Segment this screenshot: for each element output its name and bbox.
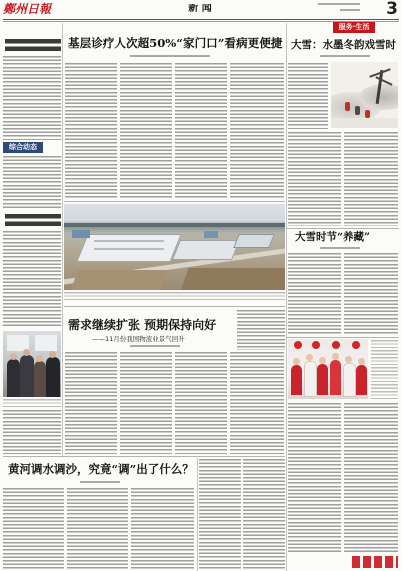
photo-person xyxy=(330,360,341,395)
page-number: 3 xyxy=(386,1,398,19)
masthead-rule xyxy=(3,19,399,20)
body-text-column xyxy=(3,410,61,454)
body-text-column xyxy=(65,63,117,199)
top-story-headline: 基层诊疗人次超50%“家门口”看病更便捷 xyxy=(68,36,283,50)
section-divider xyxy=(64,201,285,202)
logistics-byline xyxy=(130,345,180,347)
body-text-column xyxy=(175,352,227,454)
section-divider xyxy=(287,228,399,229)
body-text-column xyxy=(120,63,172,199)
body-text-column xyxy=(199,459,241,570)
photo-lantern xyxy=(294,341,302,349)
photo-face xyxy=(345,356,352,363)
body-text-column xyxy=(288,63,328,129)
body-text-column xyxy=(243,459,285,570)
photo-person xyxy=(343,363,356,397)
column-divider xyxy=(62,23,63,456)
photo-face xyxy=(36,355,43,362)
body-text-column xyxy=(3,156,61,210)
body-text-column xyxy=(237,310,285,350)
body-text-column xyxy=(288,132,341,226)
body-text-column xyxy=(175,63,227,199)
photo-face xyxy=(10,353,17,360)
photo-building xyxy=(204,231,218,238)
festive-people-photo xyxy=(288,339,368,399)
body-text-column xyxy=(131,488,194,570)
photo-caption xyxy=(3,399,61,407)
photo-face xyxy=(319,357,326,364)
photo-person xyxy=(46,357,60,397)
photo-lantern xyxy=(312,341,320,349)
photo-caption xyxy=(371,340,398,400)
photo-person xyxy=(356,365,367,395)
body-text-column xyxy=(120,352,172,454)
body-text-column xyxy=(230,63,284,199)
photo-person xyxy=(317,364,328,395)
column-tag: 综合动态 xyxy=(3,142,43,153)
photo-lantern xyxy=(352,341,360,349)
body-text-column xyxy=(3,488,64,570)
photo-building xyxy=(94,248,165,250)
top-story-byline xyxy=(130,55,210,57)
body-text-column xyxy=(65,352,117,454)
body-text-column xyxy=(344,132,398,226)
snow-byline xyxy=(320,55,370,57)
footer-red-mark xyxy=(352,556,398,568)
painting-figure xyxy=(345,102,350,111)
yellow-river-headline: 黄河调水调沙，究竟“调”出了什么？ xyxy=(8,462,194,476)
body-text-column xyxy=(67,488,128,570)
body-text-column xyxy=(3,231,61,328)
painting-snow-ground xyxy=(331,118,398,128)
left-headline-2 xyxy=(5,214,61,227)
photo-field xyxy=(179,268,285,290)
photo-person xyxy=(7,359,20,397)
logistics-subheadline: ——11月份我国物流业景气回升 xyxy=(92,335,185,343)
date-line xyxy=(318,3,360,5)
painting-figure xyxy=(355,106,360,115)
body-text-column xyxy=(344,403,398,553)
section-divider xyxy=(3,456,285,457)
photo-face xyxy=(358,358,365,365)
photo-person xyxy=(20,355,34,397)
photo-face xyxy=(293,358,300,365)
body-text-column xyxy=(230,352,284,454)
section-title: 新 闻 xyxy=(188,4,212,14)
left-headline-1 xyxy=(5,39,61,52)
photo-treeline xyxy=(64,223,285,227)
body-text-column xyxy=(288,403,341,553)
body-text-column xyxy=(3,56,61,140)
health-byline xyxy=(320,247,360,249)
body-text-column xyxy=(344,253,398,335)
photo-building xyxy=(94,240,165,242)
service-life-tag: 服务·生活 xyxy=(333,22,375,33)
snow-headline: 大雪：水墨冬韵戏雪时 xyxy=(291,39,396,51)
photo-field xyxy=(70,270,168,290)
photo-building xyxy=(72,230,90,238)
photo-person xyxy=(291,365,302,395)
column-divider xyxy=(197,458,198,571)
photo-person xyxy=(304,361,317,397)
photo-face xyxy=(306,354,313,361)
photo-window xyxy=(35,335,57,351)
photo-building xyxy=(172,240,240,260)
photo-face xyxy=(332,353,339,360)
health-headline: 大雪时节“养藏” xyxy=(295,231,371,243)
yellow-river-byline xyxy=(80,481,120,483)
photo-caption xyxy=(64,292,285,302)
photo-face xyxy=(49,351,56,358)
painting-figure xyxy=(365,110,370,118)
aerial-factory-photo xyxy=(64,204,285,290)
body-text-column xyxy=(288,253,341,335)
photo-face xyxy=(23,349,30,356)
photo-person xyxy=(34,361,46,397)
column-divider xyxy=(286,23,287,571)
section-divider xyxy=(287,337,399,338)
newspaper-logo: 鄭州日報 xyxy=(3,2,52,16)
section-divider xyxy=(64,306,285,307)
ink-painting-illustration xyxy=(331,62,398,128)
photo-lantern xyxy=(332,341,340,349)
photo-building xyxy=(233,234,275,248)
weekday-line xyxy=(340,9,360,11)
logistics-headline: 需求继续扩张 预期保持向好 xyxy=(68,318,217,332)
meeting-photo xyxy=(3,331,61,397)
